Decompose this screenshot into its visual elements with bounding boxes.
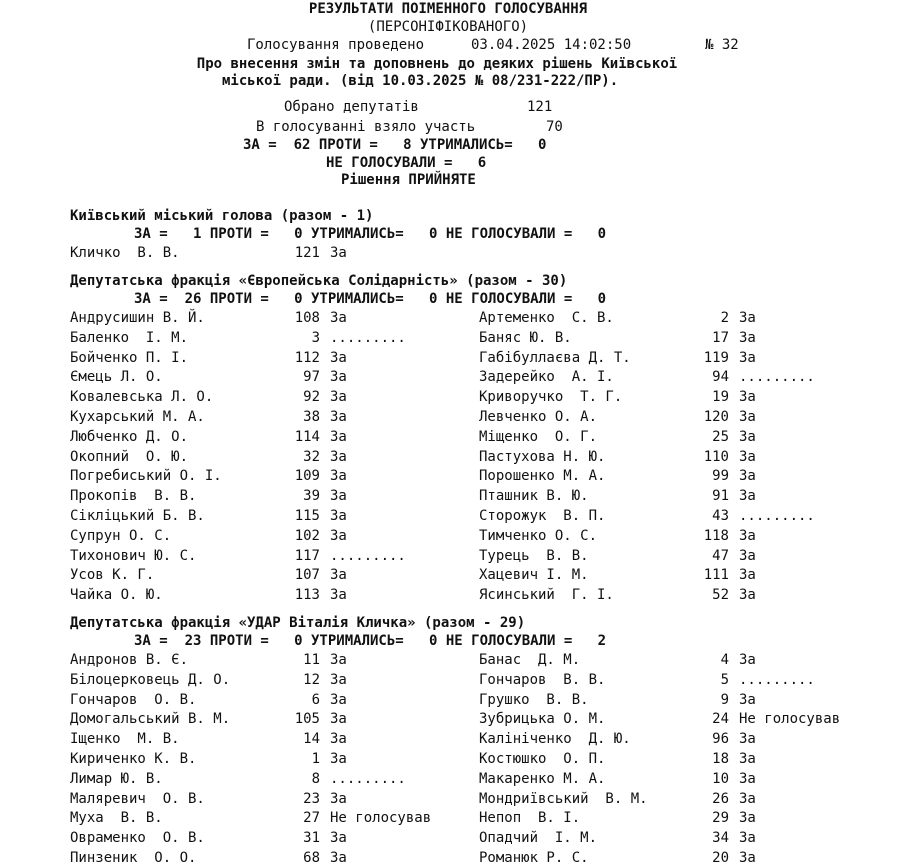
deputy-seat-number: 17 [712, 330, 729, 346]
section-summary: ЗА = 26 ПРОТИ = 0 УТРИМАЛИСЬ= 0 НЕ ГОЛОСУВАЛИ = 0 [134, 291, 607, 307]
deputy-name: Супрун О. С. [70, 528, 172, 544]
deputy-name: Гончаров В. В. [479, 672, 606, 688]
section-summary: ЗА = 23 ПРОТИ = 0 УТРИМАЛИСЬ= 0 НЕ ГОЛОСУВАЛИ = 2 [134, 633, 607, 649]
deputy-vote: За [330, 850, 347, 866]
deputy-seat-number: 2 [720, 310, 729, 326]
report-title: РЕЗУЛЬТАТИ ПОІМЕННОГО ГОЛОСУВАННЯ [308, 1, 588, 17]
deputy-seat-number: 107 [294, 567, 320, 583]
deputy-name: Кличко В. В. [70, 245, 180, 261]
deputy-name: Турець В. В. [479, 548, 589, 564]
deputy-name: Домогальський В. М. [70, 711, 231, 727]
deputy-seat-number: 68 [303, 850, 320, 866]
deputy-vote: За [330, 751, 347, 767]
deputy-name: Білоцерковець Д. О. [70, 672, 231, 688]
deputy-vote: За [739, 350, 756, 366]
deputy-seat-number: 39 [303, 488, 320, 504]
deputy-name: Артеменко С. В. [479, 310, 614, 326]
deputy-seat-number: 121 [294, 245, 320, 261]
totals-line-1: ЗА = 62 ПРОТИ = 8 УТРИМАЛИСЬ= 0 [243, 137, 547, 153]
deputy-name: Зубрицька О. М. [479, 711, 606, 727]
section-title: Київський міський голова (разом - 1) [70, 208, 374, 224]
deputy-name: Криворучко Т. Г. [479, 389, 623, 405]
deputy-name: Маляревич О. В. [70, 791, 205, 807]
deputy-vote: ......... [330, 548, 406, 564]
deputy-name: Мондриївський В. М. [479, 791, 648, 807]
deputy-vote: За [739, 692, 756, 708]
deputy-vote: За [739, 468, 756, 484]
deputy-vote: За [330, 830, 347, 846]
deputy-vote: ......... [739, 672, 815, 688]
deputy-vote: ......... [739, 508, 815, 524]
deputy-vote: За [330, 672, 347, 688]
deputy-name: Сікліцький Б. В. [70, 508, 205, 524]
deputy-vote: За [739, 751, 756, 767]
section-title: Депутатська фракція «Європейська Солідарність» (разом - 30) [70, 273, 568, 289]
deputy-vote: За [739, 652, 756, 668]
subject-line-1: Про внесення змін та доповнень до деяких рішень Київської [196, 56, 678, 72]
deputy-vote: За [330, 369, 347, 385]
deputy-name: Калініченко Д. Ю. [479, 731, 631, 747]
deputy-seat-number: 102 [294, 528, 320, 544]
deputy-vote: За [739, 310, 756, 326]
deputy-seat-number: 94 [712, 369, 729, 385]
deputy-name: Непоп В. І. [479, 810, 581, 826]
deputy-seat-number: 92 [303, 389, 320, 405]
deputy-vote: За [330, 652, 347, 668]
deputy-name: Усов К. Г. [70, 567, 155, 583]
deputy-seat-number: 18 [712, 751, 729, 767]
deputy-vote: За [739, 389, 756, 405]
deputy-seat-number: 113 [294, 587, 320, 603]
deputy-name: Левченко О. А. [479, 409, 598, 425]
deputy-seat-number: 112 [294, 350, 320, 366]
deputy-vote: За [330, 692, 347, 708]
deputy-name: Міщенко О. Г. [479, 429, 598, 445]
deputy-name: Любченко Д. О. [70, 429, 189, 445]
decision-status: Рішення ПРИЙНЯТЕ [341, 172, 476, 188]
deputy-name: Бойченко П. І. [70, 350, 189, 366]
deputy-seat-number: 12 [303, 672, 320, 688]
deputy-vote: За [330, 409, 347, 425]
deputy-name: Окопний О. Ю. [70, 449, 189, 465]
deputy-vote: ......... [330, 330, 406, 346]
deputy-seat-number: 108 [294, 310, 320, 326]
deputy-name: Опадчий І. М. [479, 830, 598, 846]
deputy-name: Прокопів В. В. [70, 488, 197, 504]
vote-number: № 32 [705, 37, 739, 53]
deputy-seat-number: 120 [703, 409, 729, 425]
deputy-name: Габібуллаєва Д. Т. [479, 350, 631, 366]
deputy-name: Баняс Ю. В. [479, 330, 572, 346]
totals-line-2: НЕ ГОЛОСУВАЛИ = 6 [326, 155, 487, 171]
deputy-name: Кириченко К. В. [70, 751, 197, 767]
report-subtitle: (ПЕРСОНІФІКОВАНОГО) [367, 19, 529, 35]
deputy-name: Костюшко О. П. [479, 751, 606, 767]
deputy-seat-number: 119 [703, 350, 729, 366]
deputy-vote: За [330, 449, 347, 465]
elected-label: Обрано депутатів [284, 99, 419, 115]
deputy-vote: За [330, 731, 347, 747]
deputy-name: Лимар Ю. В. [70, 771, 163, 787]
deputy-seat-number: 38 [303, 409, 320, 425]
deputy-name: Макаренко М. А. [479, 771, 606, 787]
deputy-vote: За [330, 791, 347, 807]
deputy-seat-number: 19 [712, 389, 729, 405]
deputy-seat-number: 43 [712, 508, 729, 524]
deputy-vote: За [330, 468, 347, 484]
deputy-seat-number: 8 [311, 771, 320, 787]
deputy-name: Чайка О. Ю. [70, 587, 163, 603]
deputy-vote: ......... [330, 771, 406, 787]
deputy-name: Пташник В. Ю. [479, 488, 589, 504]
deputy-vote: За [330, 429, 347, 445]
deputy-vote: За [739, 587, 756, 603]
deputy-seat-number: 110 [703, 449, 729, 465]
deputy-name: Сторожук В. П. [479, 508, 606, 524]
deputy-seat-number: 96 [712, 731, 729, 747]
section-summary: ЗА = 1 ПРОТИ = 0 УТРИМАЛИСЬ= 0 НЕ ГОЛОСУВАЛИ = 0 [134, 226, 607, 242]
deputy-vote: ......... [739, 369, 815, 385]
vote-datetime: 03.04.2025 14:02:50 [471, 37, 632, 53]
deputy-seat-number: 23 [303, 791, 320, 807]
deputy-name: Грушко В. В. [479, 692, 589, 708]
deputy-vote: За [330, 587, 347, 603]
deputy-vote: За [739, 488, 756, 504]
deputy-seat-number: 31 [303, 830, 320, 846]
deputy-seat-number: 105 [294, 711, 320, 727]
deputy-name: Андрусишин В. Й. [70, 310, 205, 326]
deputy-seat-number: 14 [303, 731, 320, 747]
deputy-seat-number: 47 [712, 548, 729, 564]
deputy-name: Іщенко М. В. [70, 731, 180, 747]
deputy-name: Гончаров О. В. [70, 692, 197, 708]
deputy-vote: За [739, 548, 756, 564]
deputy-vote: За [330, 567, 347, 583]
deputy-name: Пастухова Н. Ю. [479, 449, 606, 465]
deputy-seat-number: 114 [294, 429, 320, 445]
deputy-seat-number: 109 [294, 468, 320, 484]
deputy-name: Пинзеник О. О. [70, 850, 197, 866]
deputy-vote: За [330, 711, 347, 727]
deputy-vote: Не голосував [739, 711, 841, 727]
deputy-seat-number: 6 [311, 692, 320, 708]
deputy-seat-number: 29 [712, 810, 729, 826]
deputy-seat-number: 117 [294, 548, 320, 564]
deputy-seat-number: 111 [703, 567, 729, 583]
deputy-vote: За [330, 508, 347, 524]
deputy-seat-number: 24 [712, 711, 729, 727]
deputy-vote: За [739, 567, 756, 583]
subject-line-2: міської ради. (від 10.03.2025 № 08/231-222/ПР). [222, 73, 619, 89]
deputy-vote: За [330, 245, 347, 261]
deputy-seat-number: 25 [712, 429, 729, 445]
deputy-name: Ковалевська Л. О. [70, 389, 214, 405]
deputy-seat-number: 5 [720, 672, 729, 688]
deputy-vote: За [330, 310, 347, 326]
deputy-name: Овраменко О. В. [70, 830, 205, 846]
deputy-vote: За [739, 528, 756, 544]
deputy-vote: За [739, 409, 756, 425]
deputy-seat-number: 20 [712, 850, 729, 866]
held-label: Голосування проведено [247, 37, 425, 53]
deputy-seat-number: 99 [712, 468, 729, 484]
deputy-vote: За [739, 850, 756, 866]
deputy-name: Баленко І. М. [70, 330, 189, 346]
deputy-name: Хацевич І. М. [479, 567, 589, 583]
deputy-vote: За [330, 350, 347, 366]
deputy-name: Задерейко А. І. [479, 369, 614, 385]
deputy-vote: За [330, 389, 347, 405]
deputy-seat-number: 52 [712, 587, 729, 603]
deputy-vote: За [739, 731, 756, 747]
deputy-vote: Не голосував [330, 810, 432, 826]
deputy-seat-number: 9 [720, 692, 729, 708]
deputy-vote: За [739, 791, 756, 807]
deputy-name: Андронов В. Є. [70, 652, 189, 668]
deputy-seat-number: 32 [303, 449, 320, 465]
deputy-seat-number: 118 [703, 528, 729, 544]
deputy-name: Муха В. В. [70, 810, 163, 826]
deputy-vote: За [739, 330, 756, 346]
deputy-seat-number: 34 [712, 830, 729, 846]
deputy-vote: За [739, 810, 756, 826]
deputy-vote: За [739, 449, 756, 465]
deputy-name: Погребиський О. І. [70, 468, 222, 484]
deputy-seat-number: 10 [712, 771, 729, 787]
deputy-vote: За [739, 429, 756, 445]
deputy-seat-number: 115 [294, 508, 320, 524]
deputy-vote: За [739, 830, 756, 846]
deputy-seat-number: 26 [712, 791, 729, 807]
deputy-seat-number: 4 [720, 652, 729, 668]
deputy-vote: За [330, 528, 347, 544]
participated-label: В голосуванні взяло участь [256, 119, 476, 135]
deputy-vote: За [739, 771, 756, 787]
deputy-name: Тихонович Ю. С. [70, 548, 197, 564]
deputy-seat-number: 11 [303, 652, 320, 668]
deputy-name: Кухарський М. А. [70, 409, 205, 425]
participated-value: 70 [546, 119, 563, 135]
deputy-name: Банас Д. М. [479, 652, 581, 668]
deputy-vote: За [330, 488, 347, 504]
deputy-name: Ясинський Г. І. [479, 587, 614, 603]
deputy-seat-number: 91 [712, 488, 729, 504]
elected-value: 121 [527, 99, 553, 115]
deputy-name: Порошенко М. А. [479, 468, 606, 484]
deputy-seat-number: 97 [303, 369, 320, 385]
deputy-name: Тимченко О. С. [479, 528, 598, 544]
deputy-seat-number: 1 [311, 751, 320, 767]
deputy-name: Романюк Р. С. [479, 850, 589, 866]
deputy-seat-number: 27 [303, 810, 320, 826]
section-title: Депутатська фракція «УДАР Віталія Кличка» (разом - 29) [70, 615, 526, 631]
deputy-name: Ємець Л. О. [70, 369, 163, 385]
deputy-seat-number: 3 [311, 330, 320, 346]
